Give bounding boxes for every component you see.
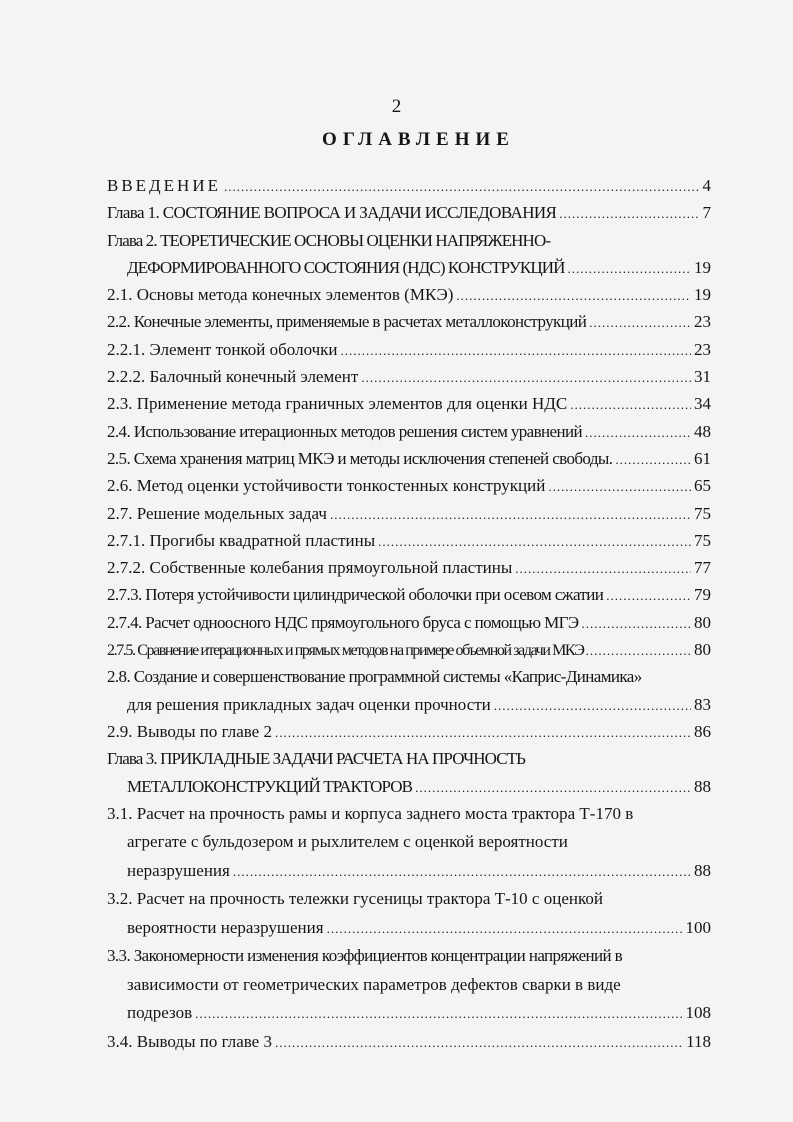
toc-entry-first-line[interactable]: [107, 885, 711, 914]
toc-entry-text-continued: агрегате с бульдозером и рыхлителем с оценкой вероятности: [127, 832, 568, 852]
toc-entry-text-continued: МЕТАЛЛОКОНСТРУКЦИЙ ТРАКТОРОВ: [127, 776, 413, 796]
leader-dots: [494, 692, 691, 719]
toc-entry-page: 86: [694, 721, 711, 741]
toc-entry-page: 77: [694, 558, 711, 578]
leader-dots: [233, 858, 691, 887]
leader-dots: [341, 337, 691, 364]
toc-entry-text: 2.7.5. Сравнение итерационных и прямых методов на примере объемной задачи МКЭ: [107, 642, 584, 660]
toc-entry[interactable]: [107, 1028, 711, 1057]
toc-entry-second-line[interactable]: [107, 971, 711, 1000]
toc-entry[interactable]: [107, 857, 711, 886]
toc-entry-text: 2.2.2. Балочный конечный элемент: [107, 367, 359, 387]
table-of-contents: [107, 172, 711, 1056]
toc-entry-page: 19: [694, 257, 711, 277]
toc-entry-second-line[interactable]: [107, 828, 711, 857]
toc-entry-text: 2.8. Создание и совершенствование программной системы «Каприс-Динамика»: [107, 667, 642, 687]
toc-entry-text: 3.4. Выводы по главе 3: [107, 1031, 272, 1051]
toc-entry[interactable]: [107, 554, 711, 581]
leader-dots: [567, 255, 691, 282]
toc-entry-text: ВВЕДЕНИЕ: [107, 176, 221, 195]
leader-dots: [586, 637, 692, 664]
leader-dots: [195, 1000, 682, 1029]
toc-entry-page: 34: [694, 394, 711, 414]
toc-entry-first-line[interactable]: [107, 663, 711, 690]
toc-entry[interactable]: [107, 914, 711, 943]
toc-entry-text: 2.7.4. Расчет одноосного НДС прямоугольного бруса с помощью МГЭ: [107, 612, 579, 632]
toc-entry-text: 2.1. Основы метода конечных элементов (МКЭ): [107, 285, 454, 305]
leader-dots: [456, 282, 691, 309]
leader-dots: [548, 473, 691, 500]
toc-entry-text: 2.7.1. Прогибы квадратной пластины: [107, 530, 376, 550]
toc-entry-text: 3.3. Закономерности изменения коэффициентов концентрации напряжений в: [107, 946, 623, 966]
toc-entry-text: 2.5. Схема хранения матриц МКЭ и методы исключения степеней свободы.: [107, 448, 613, 468]
toc-entry[interactable]: [107, 999, 711, 1028]
toc-entry-text: 2.3. Применение метода граничных элементов для оценки НДС: [107, 394, 568, 414]
toc-entry-text: 2.2.1. Элемент тонкой оболочки: [107, 339, 338, 359]
toc-entry-text-continued: ДЕФОРМИРОВАННОГО СОСТОЯНИЯ (НДС) КОНСТРУКЦИЙ: [127, 257, 565, 277]
toc-title: ОГЛАВЛЕНИЕ: [322, 129, 515, 150]
toc-entry[interactable]: [107, 773, 711, 800]
toc-entry-text: 2.4. Использование итерационных методов решения систем уравнений: [107, 421, 582, 441]
toc-entry-first-line[interactable]: [107, 800, 711, 829]
toc-entry-page: 4: [702, 176, 711, 195]
toc-entry[interactable]: [107, 472, 711, 499]
toc-entry[interactable]: [107, 691, 711, 718]
toc-entry-text-continued: для решения прикладных задач оценки прочности: [127, 694, 491, 714]
toc-entry[interactable]: [107, 500, 711, 527]
toc-entry[interactable]: [107, 718, 711, 745]
toc-entry-page: 108: [685, 1003, 711, 1023]
toc-entry-text: 2.6. Метод оценки устойчивости тонкостенных конструкций: [107, 476, 546, 496]
toc-entry-text: 2.7. Решение модельных задач: [107, 503, 327, 523]
toc-entry-page: 83: [694, 694, 711, 714]
toc-entry-page: 80: [694, 640, 711, 660]
toc-entry-first-line[interactable]: [107, 227, 711, 254]
toc-entry-text-continued: вероятности неразрушения: [127, 917, 324, 937]
toc-entry[interactable]: [107, 281, 711, 308]
leader-dots: [606, 582, 691, 609]
toc-entry-text: 3.1. Расчет на прочность рамы и корпуса заднего моста трактора Т-170 в: [107, 803, 634, 823]
toc-entry[interactable]: [107, 363, 711, 390]
toc-entry-text: 2.9. Выводы по главе 2: [107, 721, 272, 741]
leader-dots: [275, 1029, 683, 1058]
toc-entry[interactable]: [107, 445, 711, 472]
leader-dots: [378, 528, 691, 555]
toc-entry-text: 2.7.3. Потеря устойчивости цилиндрической оболочки при осевом сжатии: [107, 585, 604, 605]
toc-entry[interactable]: [107, 199, 711, 226]
toc-entry-text: 2.2. Конечные элементы, применяемые в расчетах металлоконструкций: [107, 312, 587, 332]
leader-dots: [275, 719, 691, 746]
leader-dots: [559, 200, 699, 227]
toc-entry[interactable]: [107, 609, 711, 636]
toc-entry[interactable]: [107, 308, 711, 335]
toc-entry[interactable]: [107, 636, 711, 663]
toc-entry-text-continued: неразрушения: [127, 860, 230, 880]
leader-dots: [361, 364, 691, 391]
toc-entry-page: 65: [694, 476, 711, 496]
toc-entry[interactable]: [107, 254, 711, 281]
page-number: 2: [391, 96, 402, 117]
toc-entry-text-continued: зависимости от геометрических параметров дефектов сварки в виде: [127, 974, 621, 994]
toc-entry-first-line[interactable]: [107, 745, 711, 772]
leader-dots: [415, 774, 691, 801]
toc-entry-page: 80: [694, 612, 711, 632]
toc-entry-text-continued: подрезов: [127, 1003, 193, 1023]
toc-entry-text: 3.2. Расчет на прочность тележки гусеницы трактора Т-10 с оценкой: [107, 889, 603, 909]
toc-entry-first-line[interactable]: [107, 942, 711, 971]
leader-dots: [330, 501, 691, 528]
toc-entry-page: 7: [702, 203, 711, 223]
toc-entry-page: 23: [694, 312, 711, 332]
toc-entry-page: 31: [694, 367, 711, 387]
toc-entry-text: Глава 1. СОСТОЯНИЕ ВОПРОСА И ЗАДАЧИ ИССЛЕДОВАНИЯ: [107, 203, 557, 223]
toc-entry-page: 88: [694, 776, 711, 796]
toc-entry[interactable]: [107, 172, 711, 199]
toc-entry[interactable]: [107, 581, 711, 608]
toc-entry-page: 48: [694, 421, 711, 441]
toc-entry-page: 61: [694, 448, 711, 468]
leader-dots: [582, 610, 691, 637]
toc-entry-page: 79: [694, 585, 711, 605]
toc-entry-page: 88: [694, 860, 711, 880]
toc-entry-page: 75: [694, 503, 711, 523]
toc-entry-page: 23: [694, 339, 711, 359]
leader-dots: [615, 446, 691, 473]
leader-dots: [515, 555, 691, 582]
toc-entry[interactable]: [107, 418, 711, 445]
toc-entry-page: 100: [685, 917, 711, 937]
leader-dots: [589, 309, 691, 336]
toc-entry[interactable]: [107, 527, 711, 554]
toc-entry[interactable]: [107, 390, 711, 417]
leader-dots: [585, 419, 691, 446]
toc-entry-page: 19: [694, 285, 711, 305]
leader-dots: [570, 391, 691, 418]
toc-entry-page: 118: [686, 1031, 711, 1051]
toc-entry-text: Глава 3. ПРИКЛАДНЫЕ ЗАДАЧИ РАСЧЕТА НА ПРОЧНОСТЬ: [107, 749, 526, 769]
leader-dots: [327, 915, 683, 944]
leader-dots: [224, 173, 700, 200]
toc-entry-page: 75: [694, 530, 711, 550]
toc-entry-text: 2.7.2. Собственные колебания прямоугольной пластины: [107, 558, 513, 578]
toc-entry[interactable]: [107, 336, 711, 363]
toc-entry-text: Глава 2. ТЕОРЕТИЧЕСКИЕ ОСНОВЫ ОЦЕНКИ НАПРЯЖЕННО-: [107, 230, 551, 250]
